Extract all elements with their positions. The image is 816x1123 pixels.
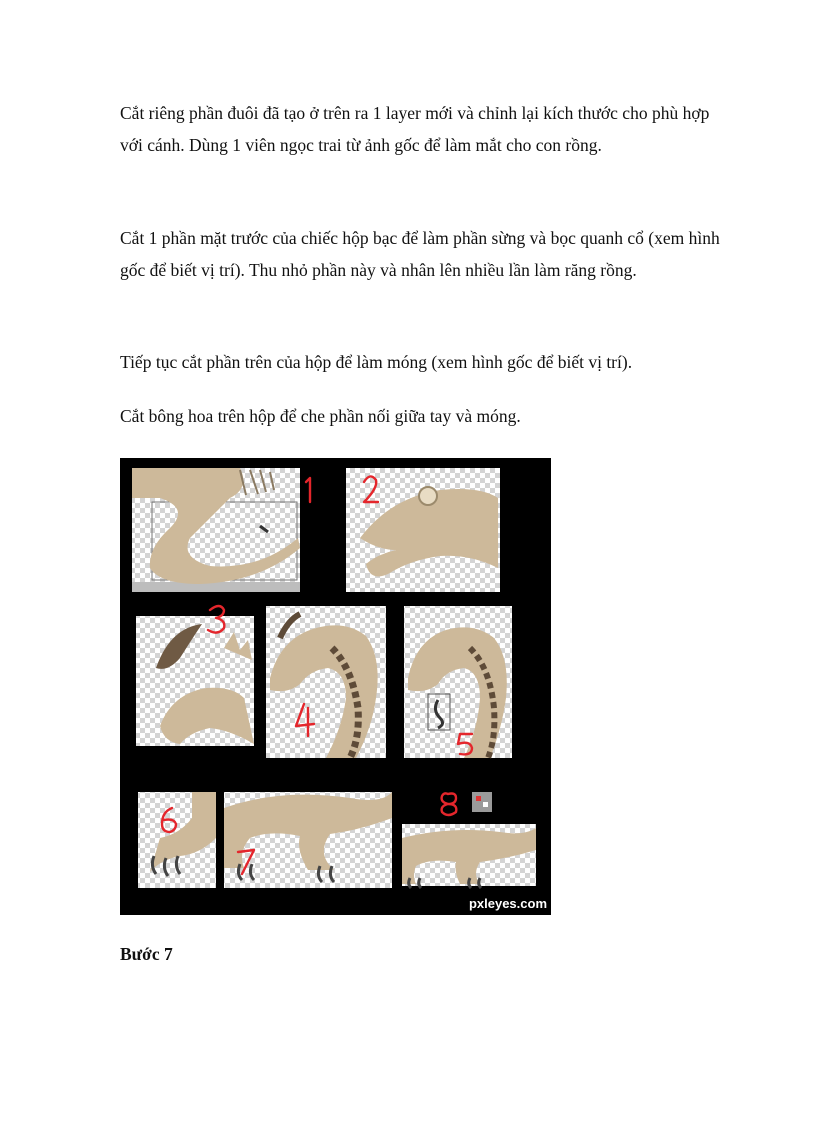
paragraph-4: Cắt bông hoa trên hộp để che phần nối giữa tay và móng. — [120, 406, 521, 426]
panel-2-head — [346, 468, 500, 592]
panel-4-neck — [266, 606, 386, 758]
panel-number-1 — [306, 478, 310, 502]
panel-8-flower — [402, 792, 536, 888]
figure-illustration — [120, 458, 551, 915]
paragraph-3: Tiếp tục cắt phần trên của hộp để làm móng (xem hình gốc để biết vị trí). — [120, 352, 633, 372]
panel-1-tail — [132, 468, 300, 592]
tutorial-figure — [120, 458, 551, 915]
panel-3-horn — [136, 616, 254, 746]
paragraph-2: Cắt 1 phần mặt trước của chiếc hộp bạc để làm phần sừng và bọc quanh cổ (xem hình gốc để biết vị trí). Thu nhỏ phần này và nhân lên nhiều lần làm răng rồng. — [120, 228, 720, 280]
figure-watermark: pxleyes.com — [468, 896, 547, 911]
panel-5-neck-claw — [404, 606, 512, 758]
panel-7-legs — [224, 792, 392, 888]
step-heading: Bước 7 — [120, 944, 173, 964]
panel-6-claws — [138, 792, 216, 888]
paragraph-1: Cắt riêng phần đuôi đã tạo ở trên ra 1 layer mới và chỉnh lại kích thước cho phù hợp với cánh. Dùng 1 viên ngọc trai từ ảnh gốc để làm mắt cho con rồng. — [120, 103, 710, 155]
panel-number-8 — [442, 793, 457, 815]
